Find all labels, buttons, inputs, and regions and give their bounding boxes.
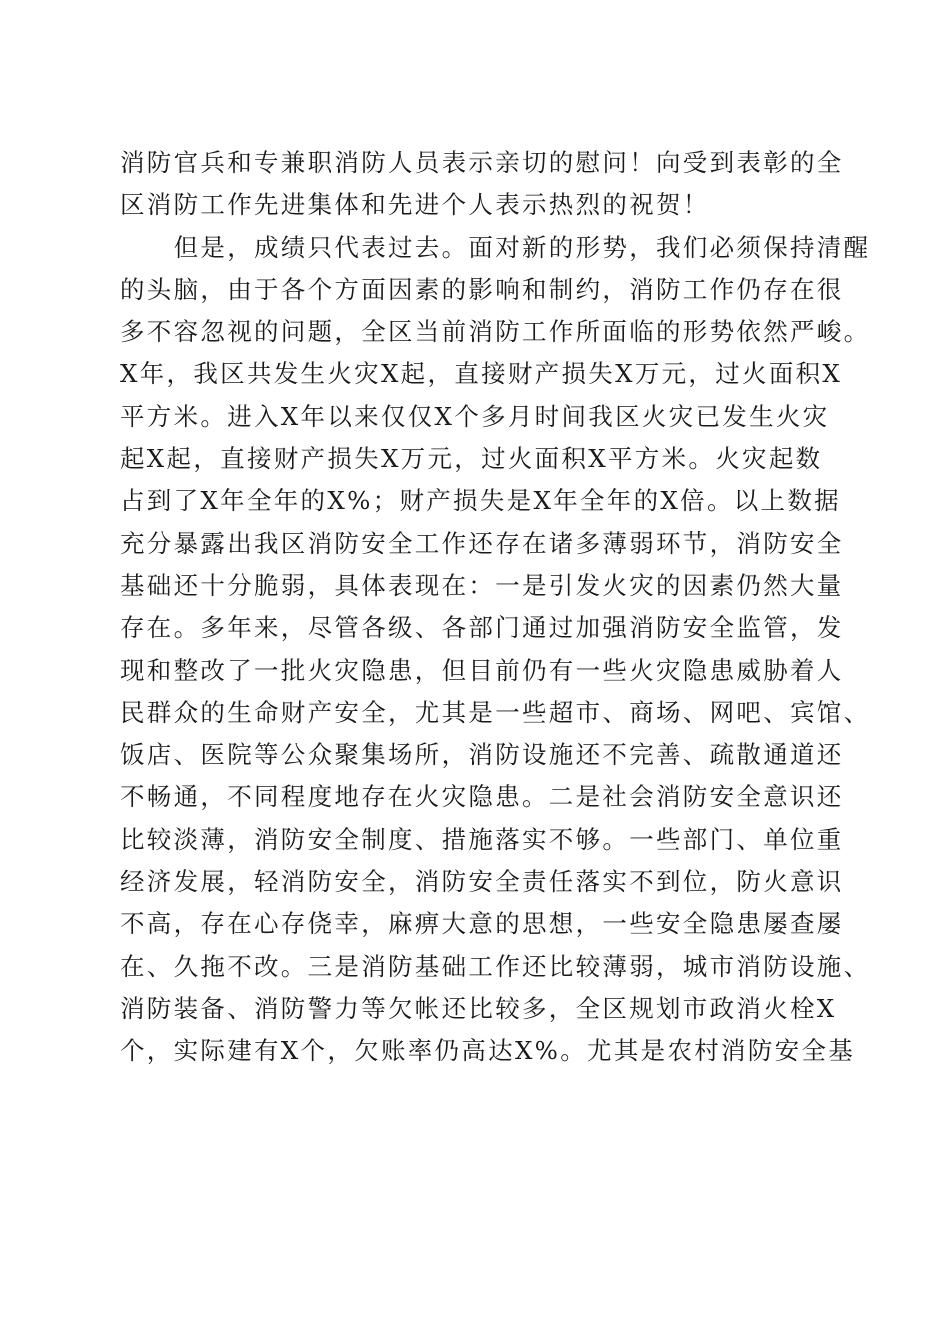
paragraph-start-line: 但是，成绩只代表过去。面对新的形势，我们必须保持清醒 bbox=[120, 232, 871, 262]
text-line: 比较淡薄，消防安全制度、措施落实不够。一些部门、单位重 bbox=[120, 824, 844, 854]
text-line: 区消防工作先进集体和先进个人表示热烈的祝贺！ bbox=[120, 190, 710, 220]
body-text bbox=[120, 142, 871, 1073]
text-line: 经济发展，轻消防安全，消防安全责任落实不到位，防火意识 bbox=[120, 867, 844, 897]
text-line: 不畅通，不同程度地存在火灾隐患。二是社会消防安全意识还 bbox=[120, 782, 844, 812]
text-line: X年，我区共发生火灾X起，直接财产损失X万元，过火面积X bbox=[120, 359, 843, 389]
text-line: 在、久拖不改。三是消防基础工作还比较薄弱，城市消防设施、 bbox=[120, 951, 871, 981]
text-line: 现和整改了一批火灾隐患，但目前仍有一些火灾隐患威胁着人 bbox=[120, 655, 844, 685]
text-line: 个，实际建有X个，欠账率仍高达X%。尤其是农村消防安全基 bbox=[120, 1036, 856, 1066]
text-line: 消防官兵和专兼职消防人员表示亲切的慰问！向受到表彰的全 bbox=[120, 148, 844, 177]
text-line: 的头脑，由于各个方面因素的影响和制约，消防工作仍存在很 bbox=[120, 274, 844, 304]
text-line: 饭店、医院等公众聚集场所，消防设施还不完善、疏散通道还 bbox=[120, 740, 844, 770]
text-line: 存在。多年来，尽管各级、各部门通过加强消防安全监管，发 bbox=[120, 613, 844, 643]
text-line: 不高，存在心存侥幸，麻痹大意的思想，一些安全隐患屡查屡 bbox=[120, 909, 844, 939]
text-line: 基础还十分脆弱，具体表现在：一是引发火灾的因素仍然大量 bbox=[120, 570, 844, 600]
text-line: 民群众的生命财产安全，尤其是一些超市、商场、网吧、宾馆、 bbox=[120, 697, 871, 727]
text-line: 多不容忽视的问题，全区当前消防工作所面临的形势依然严峻。 bbox=[120, 317, 871, 347]
text-line: 消防装备、消防警力等欠帐还比较多，全区规划市政消火栓X bbox=[120, 993, 837, 1023]
text-line: 充分暴露出我区消防安全工作还存在诸多薄弱环节，消防安全 bbox=[120, 528, 844, 558]
text-line: 占到了X年全年的X%；财产损失是X年全年的X倍。以上数据 bbox=[120, 486, 841, 516]
text-line: 起X起，直接财产损失X万元，过火面积X平方米。火灾起数 bbox=[120, 444, 823, 474]
text-line: 平方米。进入X年以来仅仅X个多月时间我区火灾已发生火灾 bbox=[120, 401, 830, 431]
